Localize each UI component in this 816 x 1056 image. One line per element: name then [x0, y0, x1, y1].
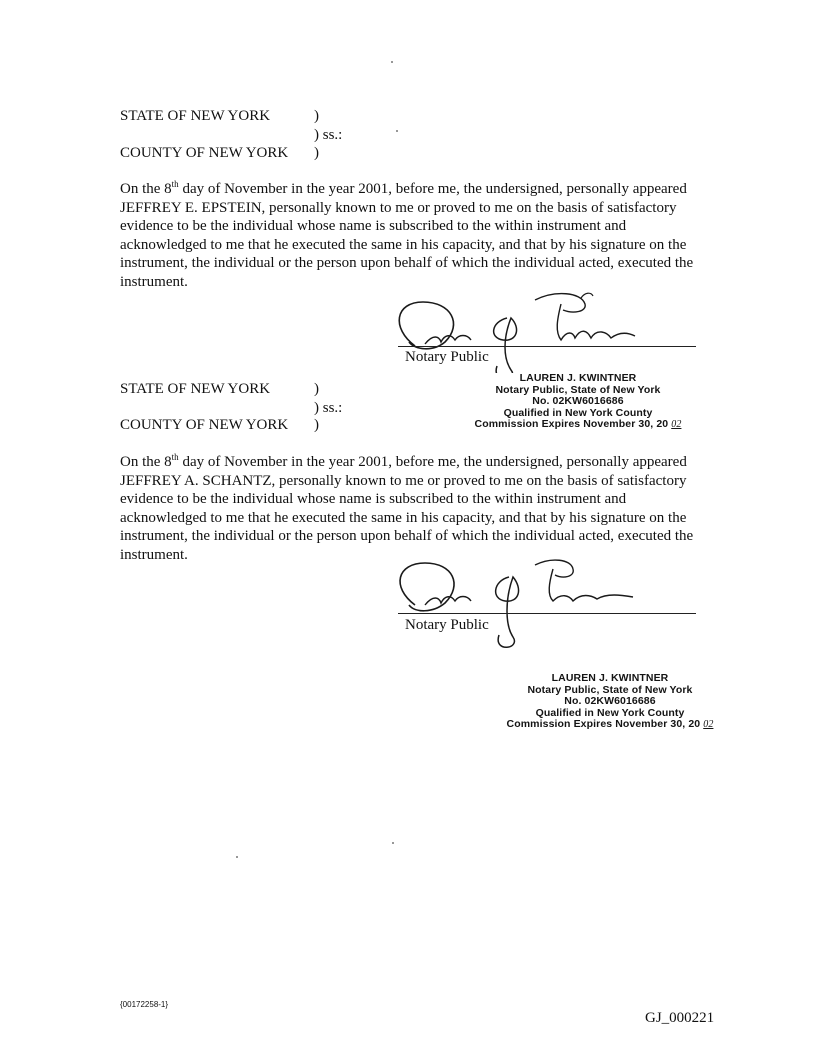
venue-county-2: COUNTY OF NEW YORK: [120, 417, 289, 433]
notary-signature-2: [385, 555, 685, 650]
acknowledgment-paragraph-1: [120, 180, 710, 291]
venue-county-1: COUNTY OF NEW YORK: [120, 145, 289, 161]
venue-state-1: STATE OF NEW YORK: [120, 108, 271, 124]
notary-stamp-1: [428, 373, 728, 431]
venue-paren-top-1: ): [314, 108, 319, 124]
scan-speck: [391, 61, 393, 63]
venue-ss-1: ) ss.:: [314, 127, 343, 143]
venue-state-2: STATE OF NEW YORK: [120, 381, 271, 397]
venue-ss-2: ) ss.:: [314, 400, 343, 416]
scan-speck: [236, 856, 238, 858]
stamp-name-1: LAUREN J. KWINTNER: [519, 372, 637, 384]
stamp-number-1: No. 02KW6016686: [532, 395, 624, 407]
venue-paren-bottom-2: ): [314, 417, 319, 433]
ack-text-1: day of November in the year 2001, before me, the undersigned, personally appeared JEFFREY E. EPSTEIN, personally known to me or proved to me on the basis of satisfactory evidence to be the individual whose name is subscribed to the within instrument and acknowledged to me that he executed the same in his capacity, and that by his signature on the instrument, the individual or the person upon behalf of which the individual acted, executed the instrument.: [120, 181, 694, 290]
stamp-name-2: LAUREN J. KWINTNER: [551, 672, 669, 684]
notary-stamp-2: [460, 673, 760, 731]
stamp-title-1: Notary Public, State of New York: [495, 383, 661, 396]
venue-paren-top-2: ): [314, 381, 319, 397]
stamp-qualified-1: Qualified in New York County: [503, 406, 653, 419]
bates-number: GJ_000221: [645, 1010, 715, 1026]
ack-on-the-1: On the 8: [120, 181, 172, 197]
ack-on-the-2: On the 8: [120, 454, 172, 470]
scan-speck: [392, 842, 394, 844]
stamp-year-2: 02: [703, 719, 714, 730]
acknowledgment-paragraph-2: [120, 453, 710, 564]
ack-superscript-2: th: [171, 452, 179, 462]
ack-text-2: day of November in the year 2001, before me, the undersigned, personally appeared JEFFREY A. SCHANTZ, personally known to me or proved to me on the basis of satisfactory evidence to be the individual whose name is subscribed to the within instrument and acknowledged to me that he executed the same in his capacity, and that by his signature on the instrument, the individual or the person upon behalf of which the individual acted, executed the instrument.: [120, 454, 694, 563]
document-id: {00172258-1}: [120, 1000, 169, 1009]
notary-public-label-2: Notary Public: [405, 617, 489, 633]
signature-line-2: [398, 613, 696, 614]
venue-paren-bottom-1: ): [314, 145, 319, 161]
signature-line-1: [398, 346, 696, 347]
stamp-expires-1: Commission Expires November 30, 20: [474, 418, 669, 430]
ack-superscript-1: th: [171, 179, 179, 189]
stamp-year-1: 02: [671, 419, 682, 430]
stamp-expires-2: Commission Expires November 30, 20: [506, 718, 701, 730]
notary-public-label-1: Notary Public: [405, 349, 489, 365]
stamp-qualified-2: Qualified in New York County: [535, 706, 685, 719]
stamp-number-2: No. 02KW6016686: [564, 695, 656, 707]
stamp-title-2: Notary Public, State of New York: [527, 683, 693, 696]
scan-speck: [396, 130, 398, 132]
